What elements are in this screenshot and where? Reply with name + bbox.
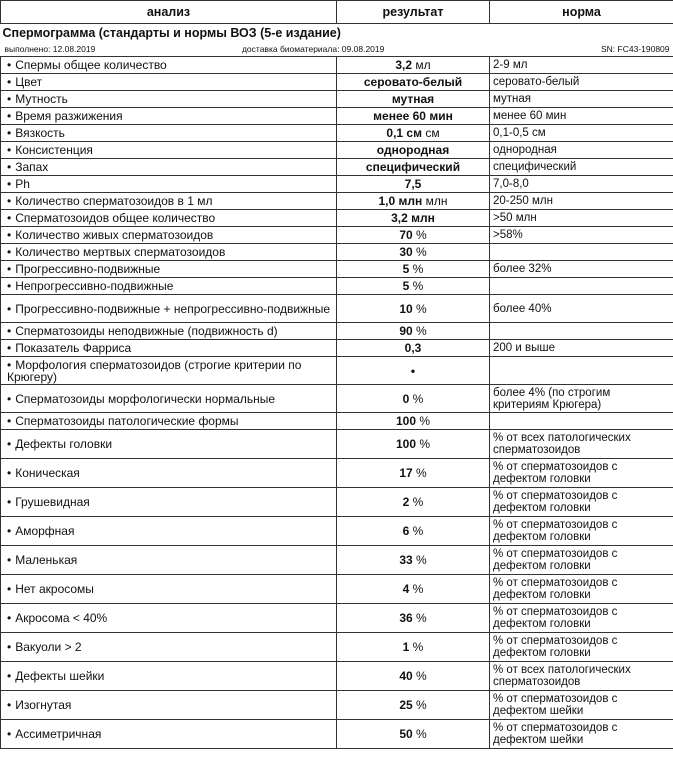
row-value: 5 [402,279,410,293]
bullet-icon: • [7,466,12,480]
row-name: Прогрессивно-подвижные + непрогрессивно-подвижные [15,301,331,316]
table-row [1,176,673,193]
row-name: Время разжижения [15,109,123,123]
table-row [1,261,673,278]
row-unit: % [412,262,424,276]
row-value: менее 60 мин [373,109,453,123]
table-row [1,227,673,244]
row-norm: 2-9 мл [490,57,673,74]
row-norm: 0,1-0,5 см [490,125,673,142]
row-value: 30 [399,245,413,259]
row-norm: более 4% (по строгим критериям Крюгера) [490,385,673,413]
row-norm: специфический [490,159,673,176]
row-unit: % [416,324,427,338]
row-norm: % от всех патологических сперматозоидов [490,662,673,691]
row-unit: % [412,640,424,654]
bullet-icon: • [7,194,12,208]
row-value: 6 [402,524,410,538]
row-name: Спермы общее количество [15,58,167,72]
row-value: 7,5 [404,177,422,191]
header-norm: норма [490,1,673,24]
row-norm: % от сперматозоидов с дефектом головки [490,488,673,517]
table-row [1,159,673,176]
row-name: Количество мертвых сперматозоидов [15,245,226,259]
row-name: Сперматозоидов общее количество [15,211,216,225]
row-name: Изогнутая [15,698,72,712]
bullet-icon: • [7,245,12,259]
bullet-icon: • [7,211,12,225]
bullet-icon: • [7,75,12,89]
row-value: 40 [399,669,413,683]
row-unit: % [412,524,424,538]
row-name: Сперматозоиды неподвижные (подвижность d) [15,324,278,338]
table-row [1,517,673,546]
table-row [1,57,673,74]
row-name: Запах [15,160,49,174]
bullet-icon: • [7,553,12,567]
row-value: 1 [402,640,410,654]
row-norm: 200 и выше [490,340,673,357]
table-row [1,430,673,459]
bullet-icon: • [7,177,12,191]
table-row [1,74,673,91]
bullet-icon: • [7,160,12,174]
row-name: Прогрессивно-подвижные [15,262,161,276]
row-value: 0,3 [404,341,422,355]
bullet-icon: • [7,495,12,509]
row-name: Сперматозоиды морфологически нормальные [15,391,276,406]
row-name: Нет акросомы [15,582,94,596]
row-norm [490,413,673,430]
row-norm: 20-250 млн [490,193,673,210]
row-value: однородная [376,143,450,157]
row-norm [490,278,673,295]
row-value: 25 [399,698,413,712]
row-name: Мутность [15,92,68,106]
row-unit: % [416,553,427,567]
row-unit: млн [425,194,448,208]
row-name: Грушевидная [15,495,90,509]
row-value: • [410,363,416,378]
table-row [1,278,673,295]
row-norm: % от сперматозоидов с дефектом головки [490,604,673,633]
row-value: 3,2 [395,58,413,72]
row-unit: % [412,495,424,509]
row-value: 90 [399,324,413,338]
bullet-icon: • [7,357,12,372]
row-name: Ph [15,177,30,191]
row-name: Коническая [15,466,80,480]
row-value: 4 [402,582,410,596]
row-unit: % [416,727,427,741]
bullet-icon: • [7,582,12,596]
table-row [1,720,673,749]
row-name: Морфология сперматозоидов (строгие критерии по Крюгеру) [7,357,302,384]
row-unit: % [412,391,424,406]
bullet-icon: • [7,437,12,451]
table-row [1,604,673,633]
row-norm: мутная [490,91,673,108]
row-value: 33 [399,553,413,567]
row-norm: % от сперматозоидов с дефектом головки [490,633,673,662]
row-norm: >50 млн [490,210,673,227]
serial-number: SN: FC43-190809 [600,44,670,54]
row-name: Сперматозоиды патологические формы [15,414,239,428]
row-name: Непрогрессивно-подвижные [15,279,174,293]
bullet-icon: • [7,228,12,242]
row-name: Количество сперматозоидов в 1 мл [15,194,213,208]
row-unit: % [412,582,424,596]
row-norm: % от всех патологических сперматозоидов [490,430,673,459]
row-unit: % [419,414,431,428]
row-unit: % [416,611,427,625]
bullet-icon: • [7,669,12,683]
row-name: Вязкость [15,126,65,140]
bullet-icon: • [7,341,12,355]
row-name: Показатель Фарриса [15,341,132,355]
row-name: Количество живых сперматозоидов [15,228,214,242]
bullet-icon: • [7,611,12,625]
row-norm [490,323,673,340]
table-row [1,691,673,720]
table-row [1,385,673,413]
row-norm: более 40% [490,295,673,323]
table-row [1,413,673,430]
bullet-icon: • [7,126,12,140]
row-value: 0,1 см [386,126,422,140]
bullet-icon: • [7,640,12,654]
row-name: Дефекты шейки [15,669,105,683]
bullet-icon: • [7,58,12,72]
table-row [1,340,673,357]
row-value: 70 [399,228,413,242]
row-norm [490,357,673,385]
row-norm: более 32% [490,261,673,278]
row-name: Аморфная [15,524,75,538]
row-value: 2 [402,495,410,509]
table-row [1,193,673,210]
row-norm: % от сперматозоидов с дефектом головки [490,546,673,575]
row-name: Дефекты головки [15,437,113,451]
bullet-icon: • [7,143,12,157]
bullet-icon: • [7,324,12,338]
table-row [1,244,673,261]
row-unit: % [416,228,427,242]
row-unit: % [416,669,427,683]
row-norm: однородная [490,142,673,159]
performed-date: выполнено: 12.08.2019 [4,44,96,54]
header-row [1,1,673,24]
table-row [1,125,673,142]
bullet-icon: • [7,391,12,406]
row-value: 17 [399,466,413,480]
table-row [1,459,673,488]
row-norm: % от сперматозоидов с дефектом шейки [490,691,673,720]
row-norm: % от сперматозоидов с дефектом шейки [490,720,673,749]
row-value: 36 [399,611,413,625]
row-norm: % от сперматозоидов с дефектом головки [490,459,673,488]
bullet-icon: • [7,414,12,428]
row-norm [490,244,673,261]
table-row [1,142,673,159]
table-row [1,357,673,385]
table-row [1,546,673,575]
table-row [1,575,673,604]
row-value: специфический [365,160,461,174]
delivery-date: доставка биоматериала: 09.08.2019 [241,44,385,54]
row-value: 5 [402,262,410,276]
table-row [1,108,673,125]
row-norm: серовато-белый [490,74,673,91]
row-value: серовато-белый [363,75,463,89]
table-row [1,323,673,340]
table-row [1,295,673,323]
bullet-icon: • [7,262,12,276]
bullet-icon: • [7,698,12,712]
table-row [1,488,673,517]
row-unit: мл [415,58,431,72]
row-unit: % [412,279,424,293]
row-value: 50 [399,727,413,741]
table-row [1,210,673,227]
row-norm: % от сперматозоидов с дефектом головки [490,517,673,546]
bullet-icon: • [7,92,12,106]
row-value: мутная [391,92,435,106]
section-title: Спермограмма (стандарты и нормы ВОЗ (5-е издание) [1,24,673,43]
row-name: Вакуоли > 2 [15,640,82,654]
row-unit: % [419,437,431,451]
row-unit: % [416,698,427,712]
row-name: Консистенция [15,143,93,157]
row-norm: % от сперматозоидов с дефектом головки [490,575,673,604]
row-value: 100 [395,414,416,428]
row-norm: >58% [490,227,673,244]
section-title-row [1,24,673,43]
bullet-icon: • [7,279,12,293]
row-unit: % [416,466,427,480]
row-value: 0 [402,391,410,406]
row-unit: % [416,245,427,259]
row-norm: 7,0-8,0 [490,176,673,193]
row-name: Акросома < 40% [15,611,108,625]
table-row [1,91,673,108]
table-row [1,633,673,662]
row-value: 1,0 млн [378,194,423,208]
header-analysis: анализ [1,1,337,24]
row-name: Ассиметричная [15,727,102,741]
row-unit: см [425,126,440,140]
row-value: 3,2 млн [391,211,435,225]
row-value: 10 [399,301,413,316]
bullet-icon: • [7,109,12,123]
table-row [1,662,673,691]
header-result: результат [337,1,490,24]
row-value: 100 [395,437,416,451]
row-norm: менее 60 мин [490,108,673,125]
row-unit: % [416,301,427,316]
bullet-icon: • [7,727,12,741]
bullet-icon: • [7,524,12,538]
row-name: Цвет [15,75,43,89]
section-meta-row [1,42,673,57]
row-name: Маленькая [15,553,78,567]
bullet-icon: • [7,301,12,316]
